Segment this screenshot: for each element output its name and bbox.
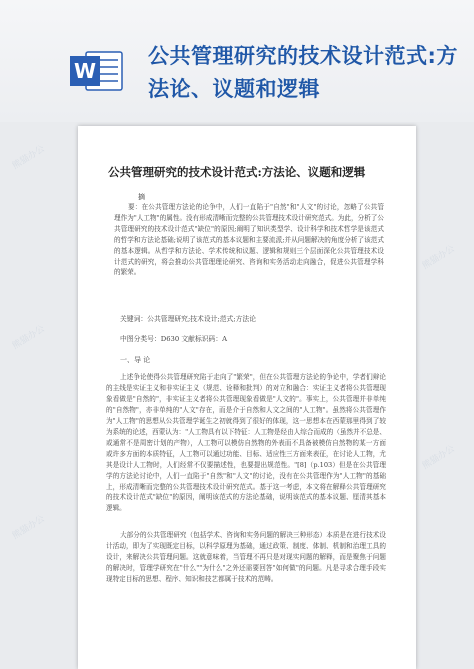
watermark: 熊猫办公 — [420, 243, 457, 272]
watermark: 熊猫办公 — [420, 443, 457, 472]
watermark: 熊猫办公 — [10, 143, 47, 172]
word-document-icon — [68, 48, 124, 94]
section-heading: 一、导 论 — [120, 356, 151, 364]
abstract-text: 要：在公共管理方法论的论争中，人们一直陷于"自然"和"人文"的讨论，忽略了公共管理作为"人工物"的属性。没有形成清晰而完整的公共管理技术设计研究范式。为此，分析了公共管理研究的技术设计范式"缺位"的原因;阐明了知识类型学、设计科学和技术哲学是该范式的哲学和方法论基础;说明了该范式的基本议题和主要流派;并从问题解决的角度分析了该范式的基本逻辑。从哲学和方法论、学术传统和议题、逻辑和规则三个层面深化公共管理技术设计范式的研究，将会推动公共管理理论研究、咨询和实务活动走向融合，促进公共管理学科的繁荣。 — [114, 203, 384, 277]
header-banner — [0, 0, 474, 122]
document-title: 公共管理研究的技术设计范式:方法论、议题和逻辑 — [108, 165, 366, 179]
document-page — [78, 126, 416, 669]
banner-title: 公共管理研究的技术设计范式:方法论、议题和逻辑 — [148, 44, 458, 101]
watermark: 熊猫办公 — [10, 323, 47, 352]
svg-text:W: W — [73, 59, 97, 83]
class-number: 中图分类号：D630 文献标识码：A — [120, 335, 228, 343]
abstract-label: 摘 — [138, 193, 145, 201]
keywords: 关键词：公共管理研究;技术设计;范式;方法论 — [120, 315, 257, 323]
body-paragraph: 大部分的公共管理研究（包括学术、咨询和实务问题的解决三种形态）本质是在进行技术设计活动，即为了实现既定目标，以科学原理为基础，通过政策、制度、体制、机制和治理工具的设计，来解决公共管理问题。这就意味着，当管理不再只是对现实问题的解释，而是聚焦于问题的解决时，管理学研究在"什么""为什么"之外还需要回答"如何做"的问题。凡是寻求合理手段实现特定目标的思想、程序、知识和技艺都属于技术的范畴。 — [106, 531, 386, 583]
body-paragraph: 上述争论使得公共管理研究陷于走向了"繁荣"，但在公共管理方法论的争论中，学者们辩论的主线是实证主义和非实证主义（规范、诠释和批判）的对立和融合：实证主义者将公共管理现象看做是"自然的"，非实证主义者将公共管理现象看做是"人文的"。事实上，公共管理并非单纯的"自然物"，亦非单纯的"人文"存在，而是介于自然和人文之间的"人工物"。虽然将公共管理作为"人工物"的思想从公共管理学诞生之初就得到了很好的体现，这一思想本在西蒙那里得到了较为系统的论述，西蒙认为："人工物具有以下特征：人工物是经由人综合而成的（虽然并不总是、或通常不是周密计划的产物），人工物可以模仿自然物的外表而不具备被模仿自然物的某一方面或许多方面的本质特征，人工物可以通过功能、目标、适应性三方面来表征，在讨论人工物，尤其是设计人工物时，人们经常不仅要描述性，也要提出规范性。"[8]（p.103）但是在公共管理学的方法论讨论中，人们一直陷于"自然"和"人文"的讨论，没有在公共管理作为"人工物"的基础上，形成清晰而完整的公共管理技术设计研究范式。基于这一考虑，本文将在解释公共管理研究的技术设计范式"缺位"的原因，阐明该范式的方法论基础，说明该范式的基本议题、厘清其基本逻辑。 — [106, 373, 386, 513]
watermark: 熊猫办公 — [10, 513, 47, 542]
